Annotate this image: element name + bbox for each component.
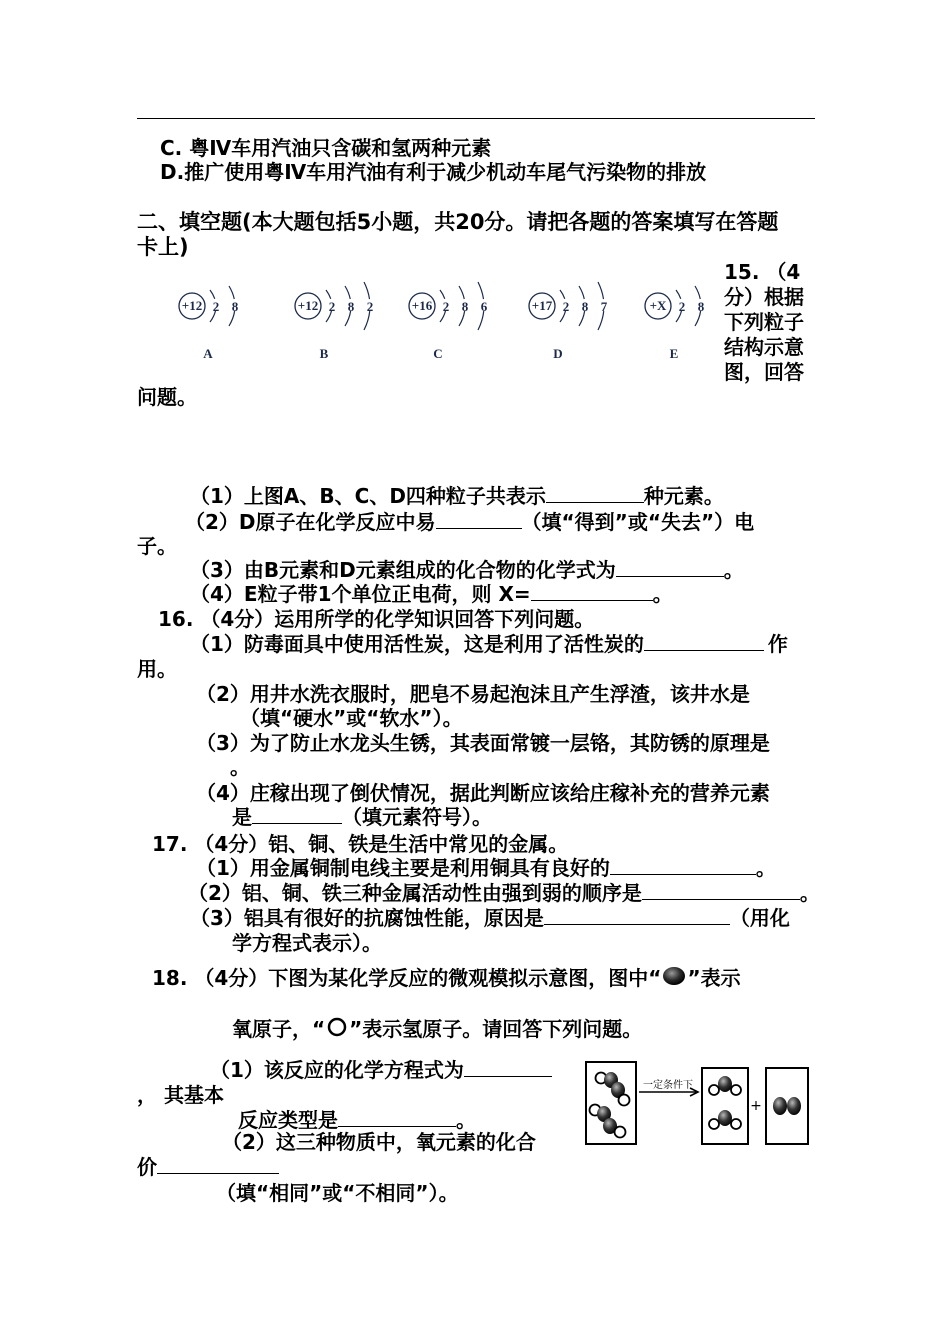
q15-part3-tail: 。 bbox=[723, 558, 744, 582]
shell-electron-count: 7 bbox=[600, 299, 608, 314]
q16-part1-text: （1）防毒面具中使用活性炭，这是利用了活性炭的 bbox=[190, 632, 644, 656]
q15-intro-line1: 15. （4 bbox=[724, 260, 801, 284]
particle-b bbox=[295, 282, 373, 361]
nucleus-charge: +X bbox=[649, 298, 667, 313]
q18-part1 bbox=[210, 1058, 552, 1082]
section-heading-line1: 二、填空题(本大题包括5小题，共20分。请把各题的答案填写在答题 bbox=[137, 210, 779, 234]
q17-part2-text: （2）铝、铜、铁三种金属活动性由强到弱的顺序是 bbox=[188, 881, 642, 905]
top-rule bbox=[137, 118, 815, 119]
q16-part3-wrap: 。 bbox=[230, 755, 250, 779]
q16-part1-tail: 作 bbox=[767, 632, 788, 656]
shell-electron-count: 8 bbox=[697, 299, 705, 314]
option-d: D.推广使用粤Ⅳ车用汽油有利于减少机动车尾气污染物的排放 bbox=[160, 160, 707, 184]
q15-part2 bbox=[185, 510, 754, 534]
shell-electron-count: 2 bbox=[366, 299, 374, 314]
q15-intro-line4: 结构示意 bbox=[724, 335, 804, 359]
q15-part1-tail: 种元素。 bbox=[643, 484, 724, 508]
particle-label: A bbox=[203, 346, 213, 361]
answer-blank[interactable] bbox=[610, 856, 756, 875]
q17-part1 bbox=[196, 856, 776, 880]
q18-part2-prefix: 价 bbox=[137, 1155, 157, 1179]
nucleus-charge: +12 bbox=[181, 298, 203, 313]
q15-part1 bbox=[190, 484, 724, 508]
reaction-micro-diagram bbox=[584, 1060, 812, 1152]
q16-heading: 16. （4分）运用所学的化学知识回答下列问题。 bbox=[158, 607, 595, 631]
answer-blank[interactable] bbox=[338, 1108, 456, 1127]
q15-part3-text: （3）由B元素和D元素组成的化合物的化学式为 bbox=[190, 558, 616, 582]
q17-part3-wrap: 学方程式表示）。 bbox=[232, 931, 382, 955]
section-heading-line2: 卡上) bbox=[137, 235, 189, 259]
q15-part1-text: （1）上图A、B、C、D四种粒子共表示 bbox=[190, 484, 546, 508]
q18-part1-wrap: ， 其基本 bbox=[137, 1083, 224, 1107]
answer-blank[interactable] bbox=[546, 484, 644, 503]
q16-part4-tail: （填元素符号）。 bbox=[342, 805, 492, 829]
q16-part4-wrap bbox=[232, 805, 492, 829]
q17-part1-text: （1）用金属铜制电线主要是利用铜具有良好的 bbox=[196, 856, 610, 880]
q17-part3 bbox=[190, 906, 790, 930]
plus-sign: + bbox=[750, 1098, 762, 1114]
particle-e bbox=[645, 286, 705, 361]
q18-heading bbox=[152, 965, 741, 990]
particle-c bbox=[409, 282, 488, 361]
q18-part1-type-tail: 。 bbox=[456, 1108, 476, 1132]
q15-intro-line3: 下列粒子 bbox=[724, 310, 804, 334]
shell-electron-count: 2 bbox=[562, 299, 570, 314]
q15-intro-line5: 图，回答 bbox=[724, 360, 804, 384]
shell-electron-count: 2 bbox=[678, 299, 686, 314]
shell-electron-count: 8 bbox=[581, 299, 589, 314]
q17-part2 bbox=[188, 881, 820, 905]
particle-label: D bbox=[553, 346, 563, 361]
answer-blank[interactable] bbox=[544, 906, 730, 925]
q18-heading-tail: ”表示 bbox=[687, 966, 741, 990]
q18-line2-text: 氧原子，“ bbox=[232, 1017, 326, 1041]
q15-part4-tail: 。 bbox=[652, 582, 673, 606]
particle-label: E bbox=[669, 346, 679, 361]
q15-part4 bbox=[190, 582, 673, 606]
q17-part3-tail: （用化 bbox=[729, 906, 790, 930]
answer-blank[interactable] bbox=[642, 881, 800, 900]
q18-heading-text: 18. （4分）下图为某化学反应的微观模拟示意图，图中“ bbox=[152, 966, 662, 990]
q16-part3: （3）为了防止水龙头生锈，其表面常镀一层铬，其防锈的原理是 bbox=[196, 731, 770, 755]
q15-part2-tail: （填“得到”或“失去”）电 bbox=[521, 510, 755, 534]
shell-electron-count: 8 bbox=[461, 299, 469, 314]
q17-heading: 17. （4分）铝、铜、铁是生活中常见的金属。 bbox=[152, 832, 569, 856]
q16-part4-prefix: 是 bbox=[232, 805, 252, 829]
reaction-condition-label: 一定条件下 bbox=[643, 1080, 693, 1091]
answer-blank[interactable] bbox=[464, 1058, 552, 1077]
particle-d bbox=[529, 282, 608, 361]
particle-a bbox=[179, 286, 239, 361]
answer-blank[interactable] bbox=[252, 805, 342, 824]
option-c: C. 粤Ⅳ车用汽油只含碳和氢两种元素 bbox=[160, 136, 492, 160]
q16-part4: （4）庄稼出现了倒伏情况，据此判断应该给庄稼补充的营养元素 bbox=[196, 781, 770, 805]
q18-part2: （2）这三种物质中，氧元素的化合 bbox=[222, 1130, 536, 1154]
answer-blank[interactable] bbox=[616, 558, 724, 577]
oxygen-atom-icon bbox=[661, 965, 687, 987]
q17-part2-tail: 。 bbox=[799, 881, 820, 905]
nucleus-charge: +12 bbox=[297, 298, 319, 313]
q15-part2-text: （2）D原子在化学反应中易 bbox=[185, 510, 436, 534]
q15-part3 bbox=[190, 558, 744, 582]
particle-structure-diagrams bbox=[150, 262, 720, 374]
q18-part1-type bbox=[238, 1108, 476, 1132]
q16-part1 bbox=[190, 632, 788, 656]
answer-blank[interactable] bbox=[644, 632, 764, 651]
q17-part1-tail: 。 bbox=[755, 856, 776, 880]
q16-part2: （2）用井水洗衣服时，肥皂不易起泡沫且产生浮渣，该井水是 bbox=[196, 682, 750, 706]
shell-electron-count: 2 bbox=[328, 299, 336, 314]
q16-part2-wrap: （填“硬水”或“软水”）。 bbox=[240, 706, 463, 730]
answer-blank[interactable] bbox=[436, 510, 522, 529]
q15-part2-wrap: 子。 bbox=[137, 534, 177, 558]
particle-label: B bbox=[319, 346, 329, 361]
nucleus-charge: +17 bbox=[531, 298, 553, 313]
q18-part1-type-text: 反应类型是 bbox=[238, 1108, 338, 1132]
hydrogen-atom-icon bbox=[325, 1016, 349, 1038]
q18-part2-options: （填“相同”或“不相同”）。 bbox=[216, 1181, 459, 1205]
q17-part3-text: （3）铝具有很好的抗腐蚀性能，原因是 bbox=[190, 906, 544, 930]
q15-part4-text: （4）E粒子带1个单位正电荷，则 X= bbox=[190, 582, 531, 606]
shell-electron-count: 6 bbox=[480, 299, 488, 314]
q15-intro-line2: 分）根据 bbox=[724, 285, 804, 309]
q16-part1-wrap: 用。 bbox=[137, 657, 177, 681]
nucleus-charge: +16 bbox=[411, 298, 433, 313]
shell-electron-count: 8 bbox=[231, 299, 239, 314]
q18-part1-text: （1）该反应的化学方程式为 bbox=[210, 1058, 464, 1082]
shell-electron-count: 8 bbox=[347, 299, 355, 314]
q18-part2-wrap bbox=[137, 1155, 279, 1179]
q18-line2 bbox=[232, 1016, 642, 1041]
shell-electron-count: 2 bbox=[442, 299, 450, 314]
answer-blank[interactable] bbox=[157, 1155, 279, 1174]
particle-label: C bbox=[433, 346, 443, 361]
q18-line2-tail: ”表示氢原子。请回答下列问题。 bbox=[349, 1017, 643, 1041]
shell-electron-count: 2 bbox=[212, 299, 220, 314]
answer-blank[interactable] bbox=[531, 582, 653, 601]
q15-intro-tail: 问题。 bbox=[137, 385, 197, 409]
